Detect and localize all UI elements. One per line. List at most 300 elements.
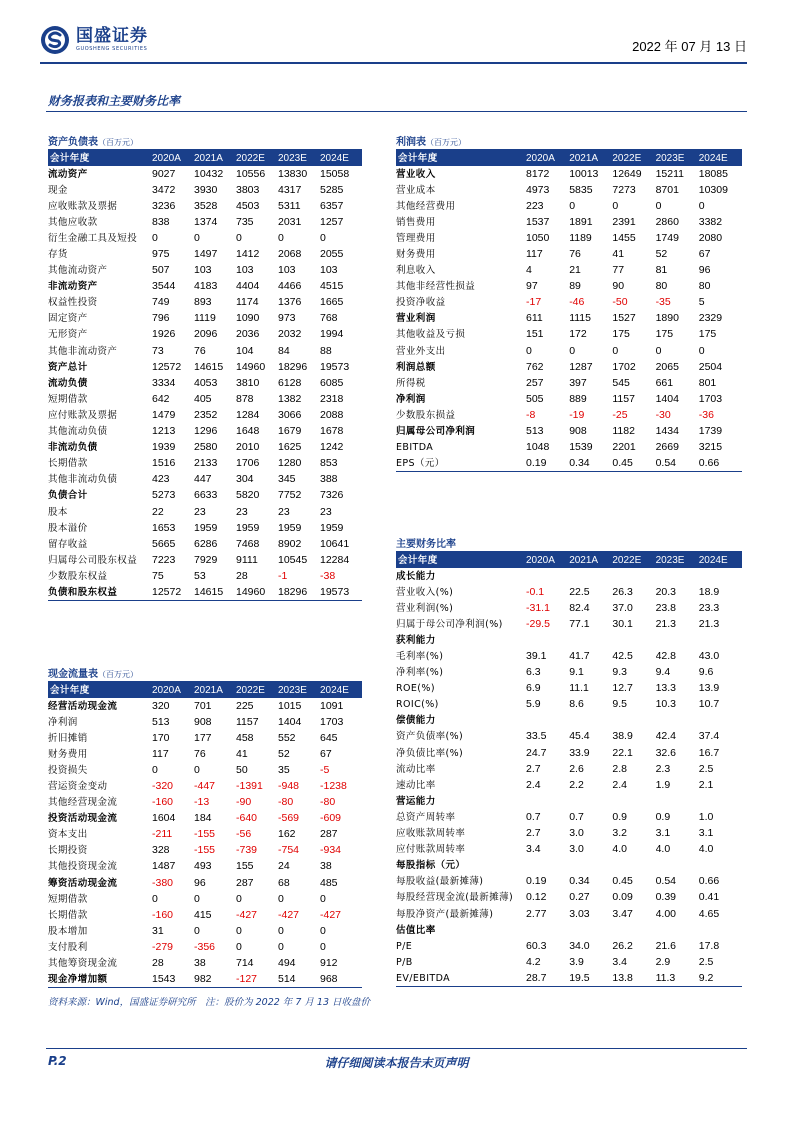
row-label: 营业利润(%) xyxy=(396,602,454,614)
cell-value: 26.3 xyxy=(612,585,633,598)
ratios-table xyxy=(396,552,742,987)
cell-value xyxy=(569,568,612,584)
cell-value: 41 xyxy=(236,747,248,760)
cell-value: 1374 xyxy=(194,215,218,228)
table-row xyxy=(396,214,742,230)
table-row xyxy=(48,375,362,391)
cell-value: 18296 xyxy=(278,360,308,373)
cell-value: -36 xyxy=(698,408,714,421)
cell-value: 4404 xyxy=(236,280,260,293)
table-row xyxy=(396,826,742,842)
cell-value: 2.6 xyxy=(569,762,584,775)
cell-value: 0 xyxy=(194,924,200,937)
cell-value: 1213 xyxy=(152,425,176,438)
cell-value: 15058 xyxy=(320,167,350,180)
cell-value: 3215 xyxy=(698,441,723,454)
table-row xyxy=(396,391,742,407)
cell-value: 7929 xyxy=(194,553,218,566)
cell-value: 908 xyxy=(569,425,587,438)
table-header-row xyxy=(396,552,742,568)
cell-value: 16.7 xyxy=(698,746,720,759)
cell-value: 96 xyxy=(194,876,206,889)
cell-value: 1090 xyxy=(236,312,260,325)
cell-value: 90 xyxy=(612,280,625,293)
cell-value: 2010 xyxy=(236,441,260,454)
cell-value: 2504 xyxy=(698,360,723,373)
row-label: 财务费用 xyxy=(48,748,88,760)
cell-value: 14960 xyxy=(236,584,278,600)
cell-value: 493 xyxy=(194,860,212,873)
table-row xyxy=(48,166,362,182)
table-row xyxy=(396,665,742,681)
cell-value: 0 xyxy=(612,344,619,357)
cell-value: 2201 xyxy=(612,441,636,454)
cell-value: 2.7 xyxy=(526,827,541,840)
row-label: 每股收益(最新摊薄) xyxy=(396,876,484,888)
cell-value: 23.3 xyxy=(698,601,720,614)
cell-value: -211 xyxy=(152,828,173,841)
table-row xyxy=(396,858,742,874)
cell-value: 4317 xyxy=(278,183,302,196)
cell-value: 5820 xyxy=(236,489,260,502)
cell-value: 3.47 xyxy=(612,907,633,920)
cell-value: 9111 xyxy=(236,553,258,566)
cell-value: -739 xyxy=(236,844,258,857)
row-label: 短期借款 xyxy=(48,893,88,905)
cell-value: 175 xyxy=(698,328,717,341)
cell-value: 3803 xyxy=(236,183,260,196)
row-label: 流动负债 xyxy=(48,377,88,389)
row-label: 股本增加 xyxy=(48,925,88,937)
cell-value: 22.1 xyxy=(612,746,633,759)
table-row xyxy=(396,777,742,793)
table-row xyxy=(396,263,742,279)
cell-value: 18085 xyxy=(698,167,728,180)
cell-value xyxy=(526,922,569,938)
row-label: 速动比率 xyxy=(396,779,436,791)
table-header-row xyxy=(396,150,742,166)
cell-value: 3382 xyxy=(698,215,723,228)
row-label: 投资损失 xyxy=(48,764,88,776)
cell-value: 1653 xyxy=(152,521,176,534)
cell-value: -5 xyxy=(320,763,330,776)
row-label: 其他收益及亏损 xyxy=(396,329,466,341)
cell-value: 2329 xyxy=(698,312,723,325)
cell-value: 1527 xyxy=(612,312,636,325)
cell-value: 11.1 xyxy=(569,682,589,695)
cell-value: 50 xyxy=(236,763,248,776)
cell-value: 4.00 xyxy=(655,907,676,920)
cell-value: 9.4 xyxy=(655,666,671,679)
income-statement-title: 利润表（百万元） xyxy=(396,136,742,150)
cell-value: -160 xyxy=(152,908,174,921)
cell-value: 10.7 xyxy=(698,698,720,711)
header-year: 2022E xyxy=(236,150,278,166)
cell-value: 1050 xyxy=(526,231,550,244)
cell-value xyxy=(526,713,569,729)
cell-value: 19.5 xyxy=(569,970,612,986)
row-label: ROE(%) xyxy=(396,683,435,695)
cell-value: 1706 xyxy=(236,457,260,470)
row-label: 负债和股东权益 xyxy=(48,584,152,600)
table-row xyxy=(48,424,362,440)
cell-value: -31.1 xyxy=(526,601,550,614)
row-label: 现金净增加额 xyxy=(48,972,152,988)
logo-name-en: GUOSHENG SECURITIES xyxy=(76,46,148,52)
cell-value: 0 xyxy=(612,199,619,212)
cell-value: 801 xyxy=(698,376,717,389)
cell-value: 1939 xyxy=(152,441,176,454)
row-label: 其他经营费用 xyxy=(396,200,456,212)
table-row xyxy=(396,874,742,890)
cashflow-block xyxy=(48,668,362,988)
row-label: 应收账款周转率 xyxy=(396,828,466,840)
cell-value: 103 xyxy=(194,264,212,277)
cell-value: 0 xyxy=(236,924,242,937)
cell-value: 2352 xyxy=(194,408,218,421)
table-row xyxy=(48,520,362,536)
row-label: 长期借款 xyxy=(48,909,88,921)
cell-value xyxy=(699,632,742,648)
cell-value: 908 xyxy=(194,715,212,728)
row-label: 流动比率 xyxy=(396,763,436,775)
cell-value: 513 xyxy=(152,715,170,728)
table-row xyxy=(396,616,742,632)
cell-value: 18296 xyxy=(278,584,320,600)
balance-sheet-block xyxy=(48,136,362,601)
header-label: 会计年度 xyxy=(396,150,526,166)
cell-value: 3.9 xyxy=(569,955,584,968)
row-label: 其他非经营性损益 xyxy=(396,281,476,293)
cell-value xyxy=(569,922,612,938)
cell-value: 1157 xyxy=(236,715,259,728)
cell-value: 9.5 xyxy=(612,698,627,711)
cell-value: 175 xyxy=(612,328,630,341)
cell-value: 0.9 xyxy=(655,810,671,823)
cell-value: 3334 xyxy=(152,376,176,389)
header-year: 2021A xyxy=(569,150,612,166)
cell-value: 2133 xyxy=(194,457,218,470)
row-label: 流动资产 xyxy=(48,168,88,180)
cell-value: 9027 xyxy=(152,167,176,180)
cell-value: 76 xyxy=(194,747,206,760)
cell-value: 60.3 xyxy=(526,939,547,952)
cell-value: 96 xyxy=(698,264,711,277)
cell-value: 1284 xyxy=(236,408,260,421)
cell-value: 33.9 xyxy=(569,746,590,759)
header-year: 2022E xyxy=(612,552,655,568)
footer-divider xyxy=(46,1048,747,1049)
table-row xyxy=(396,761,742,777)
cell-value: 81 xyxy=(655,264,668,277)
cell-value: 513 xyxy=(526,425,544,438)
cell-value: 6286 xyxy=(194,537,218,550)
cell-value xyxy=(569,632,612,648)
cell-value: 17.8 xyxy=(698,939,720,952)
cell-value: 9.2 xyxy=(699,970,742,986)
cell-value: 10.3 xyxy=(655,698,676,711)
cell-value: 611 xyxy=(526,312,543,325)
cell-value: 4.0 xyxy=(612,843,627,856)
cell-value: 0 xyxy=(278,924,284,937)
cell-value: 345 xyxy=(278,473,296,486)
cell-value: 4515 xyxy=(320,280,344,293)
cell-value: 1702 xyxy=(612,360,636,373)
cell-value: 0 xyxy=(655,344,662,357)
row-label: 应收账款及票据 xyxy=(48,200,118,212)
cell-value: 645 xyxy=(320,731,338,744)
cell-value: 304 xyxy=(236,473,254,486)
cell-value: 5.9 xyxy=(526,698,541,711)
row-label: 营业收入(%) xyxy=(396,586,454,598)
cell-value: 38.9 xyxy=(612,730,633,743)
cell-value: 1157 xyxy=(612,392,635,405)
cell-value: 1487 xyxy=(152,860,176,873)
table-row xyxy=(48,811,362,827)
table-row xyxy=(396,842,742,858)
cell-value: 0 xyxy=(320,924,326,937)
cell-value: -56 xyxy=(236,828,252,841)
table-row xyxy=(48,198,362,214)
cell-value: 2032 xyxy=(278,328,302,341)
row-label: EPS（元） xyxy=(396,456,526,472)
cell-value: 76 xyxy=(569,248,581,261)
table-row xyxy=(48,343,362,359)
table-row xyxy=(396,230,742,246)
header-year: 2024E xyxy=(320,682,362,698)
header-year: 2023E xyxy=(278,150,320,166)
cell-value: 552 xyxy=(278,731,296,744)
cell-value: 117 xyxy=(526,248,543,261)
cell-value: 103 xyxy=(278,264,296,277)
table-row xyxy=(48,698,362,714)
cell-value xyxy=(569,858,612,874)
cell-value: 4183 xyxy=(194,280,218,293)
table-row xyxy=(48,504,362,520)
cell-value: 7468 xyxy=(236,537,260,550)
row-label: 估值比率 xyxy=(396,924,436,936)
cell-value: 77 xyxy=(612,264,625,277)
table-row xyxy=(48,778,362,794)
cell-value: 1174 xyxy=(236,296,259,309)
row-label: 其他非流动负债 xyxy=(48,474,118,486)
cell-value: 10545 xyxy=(278,553,308,566)
cell-value: 9.3 xyxy=(612,666,627,679)
cell-value: 14615 xyxy=(194,360,224,373)
table-row xyxy=(48,956,362,972)
income-statement-block xyxy=(396,136,742,472)
cell-value: 155 xyxy=(236,860,254,873)
cell-value: 2.77 xyxy=(526,907,547,920)
cell-value: 14960 xyxy=(236,360,266,373)
cell-value: 6085 xyxy=(320,376,344,389)
table-row xyxy=(396,424,742,440)
cell-value: 0.09 xyxy=(612,891,633,904)
cell-value: 3.2 xyxy=(612,827,627,840)
cell-value: 84 xyxy=(278,344,290,357)
row-label: 少数股东损益 xyxy=(396,409,456,421)
row-label: 营业利润 xyxy=(396,313,436,325)
cell-value: 11.3 xyxy=(656,970,699,986)
cell-value: 2.8 xyxy=(612,762,627,775)
cell-value: 151 xyxy=(526,328,544,341)
balance-sheet-title: 资产负债表（百万元） xyxy=(48,136,362,150)
cell-value: 1678 xyxy=(320,425,344,438)
cell-value: 1665 xyxy=(320,296,344,309)
header-year: 2021A xyxy=(194,682,236,698)
table-row xyxy=(396,793,742,809)
row-label: 资产总计 xyxy=(48,361,88,373)
row-label: 存货 xyxy=(48,249,68,261)
cell-value: 735 xyxy=(236,215,254,228)
cell-value: 397 xyxy=(569,376,587,389)
table-row xyxy=(48,762,362,778)
cell-value: 0 xyxy=(569,199,576,212)
cell-value: 0 xyxy=(698,199,705,212)
cell-value: 1434 xyxy=(655,425,679,438)
cell-value: 10309 xyxy=(698,183,728,196)
cell-value: 53 xyxy=(194,569,206,582)
row-label: 获利能力 xyxy=(396,634,436,646)
cell-value: 0.27 xyxy=(569,891,590,904)
row-label: 利息收入 xyxy=(396,265,436,277)
table-row xyxy=(396,279,742,295)
cell-value: 2.2 xyxy=(569,778,584,791)
row-label: 利润总额 xyxy=(396,361,436,373)
cell-value: 23 xyxy=(320,505,332,518)
cell-value: 2.3 xyxy=(655,762,671,775)
row-label: 归属母公司股东权益 xyxy=(48,554,138,566)
cell-value: -46 xyxy=(569,296,585,309)
cell-value: 5835 xyxy=(569,183,593,196)
row-label: 每股净资产(最新摊薄) xyxy=(396,908,494,920)
row-label: 短期借款 xyxy=(48,393,88,405)
table-row xyxy=(48,279,362,295)
cell-value xyxy=(612,568,655,584)
cell-value: 10013 xyxy=(569,167,599,180)
cell-value xyxy=(656,922,699,938)
page-number: P.2 xyxy=(48,1054,67,1068)
cell-value: 405 xyxy=(194,392,212,405)
cell-value: -19 xyxy=(569,408,585,421)
table-row xyxy=(396,970,742,986)
cell-value: 9.1 xyxy=(569,666,584,679)
cell-value: 24.7 xyxy=(526,746,547,759)
cell-value: 21.6 xyxy=(655,939,676,952)
table-row xyxy=(396,359,742,375)
cell-value: 2391 xyxy=(612,215,636,228)
cell-value: 1257 xyxy=(320,215,344,228)
cell-value: -609 xyxy=(320,812,342,825)
cell-value xyxy=(526,858,569,874)
row-label: 管理费用 xyxy=(396,232,436,244)
table-row xyxy=(48,440,362,456)
cell-value: 3.4 xyxy=(612,955,627,968)
footer-disclaimer: 请仔细阅读本报告末页声明 xyxy=(324,1056,469,1070)
row-label: 筹资活动现金流 xyxy=(48,877,118,889)
cell-value: 38 xyxy=(194,957,206,970)
table-header-row xyxy=(48,150,362,166)
cell-value: 6.9 xyxy=(526,682,541,695)
cell-value: 41 xyxy=(612,248,625,261)
cell-value: -50 xyxy=(612,296,628,309)
cell-value: 4503 xyxy=(236,199,260,212)
cell-value: 8701 xyxy=(655,183,679,196)
cell-value: 2065 xyxy=(655,360,679,373)
cell-value: 2.9 xyxy=(655,955,671,968)
table-row xyxy=(48,311,362,327)
table-row xyxy=(48,391,362,407)
cell-value: 4466 xyxy=(278,280,302,293)
cell-value: 52 xyxy=(655,248,668,261)
logo-icon xyxy=(40,25,70,55)
table-row xyxy=(396,166,742,182)
cell-value: 853 xyxy=(320,457,338,470)
row-label: 其他流动负债 xyxy=(48,426,108,438)
cell-value: 23 xyxy=(236,505,248,518)
cell-value: 320 xyxy=(152,699,170,712)
row-label: 少数股东权益 xyxy=(48,570,108,582)
cell-value: 88 xyxy=(320,344,332,357)
table-row xyxy=(396,456,742,472)
cell-value: 6357 xyxy=(320,199,344,212)
cell-value: 22.5 xyxy=(569,585,590,598)
cell-value: 28 xyxy=(236,569,248,582)
cell-value: 2080 xyxy=(698,231,723,244)
header-divider xyxy=(40,62,747,64)
table-row xyxy=(48,584,362,600)
row-label: 经营活动现金流 xyxy=(48,700,118,712)
cell-value: 0 xyxy=(194,763,200,776)
cell-value: 2036 xyxy=(236,328,260,341)
cell-value: 1543 xyxy=(152,972,194,988)
cell-value: 1959 xyxy=(194,521,218,534)
cell-value: 0 xyxy=(278,940,284,953)
cell-value: 24 xyxy=(278,860,290,873)
cell-value: 12.7 xyxy=(612,682,633,695)
cell-value xyxy=(526,568,569,584)
cell-value: 42.8 xyxy=(655,650,676,663)
cell-value: 447 xyxy=(194,473,212,486)
cell-value: 3066 xyxy=(278,408,302,421)
cell-value: -948 xyxy=(278,780,300,793)
row-label: 成长能力 xyxy=(396,570,436,582)
cell-value: 7273 xyxy=(612,183,636,196)
table-row xyxy=(48,972,362,988)
income-statement-table xyxy=(396,150,742,472)
cell-value: 514 xyxy=(278,972,320,988)
cell-value: 21.3 xyxy=(698,617,720,630)
cell-value: -320 xyxy=(152,780,174,793)
cell-value: 1497 xyxy=(194,248,218,261)
cell-value: 20.3 xyxy=(655,585,676,598)
cell-value: 415 xyxy=(194,908,212,921)
cell-value xyxy=(569,793,612,809)
cell-value: 3.1 xyxy=(655,827,671,840)
row-label: 总资产周转率 xyxy=(396,811,456,823)
cell-value: 35 xyxy=(278,763,290,776)
table-row xyxy=(48,536,362,552)
row-label: 营业成本 xyxy=(396,184,436,196)
row-label: 现金 xyxy=(48,184,68,196)
table-row xyxy=(48,472,362,488)
header-label: 会计年度 xyxy=(48,150,152,166)
cell-value: 0.9 xyxy=(612,810,627,823)
section-title: 财务报表和主要财务比率 xyxy=(48,94,181,108)
cell-value: 0.12 xyxy=(526,891,547,904)
row-label: 净利润 xyxy=(48,716,78,728)
cell-value: 76 xyxy=(194,344,206,357)
